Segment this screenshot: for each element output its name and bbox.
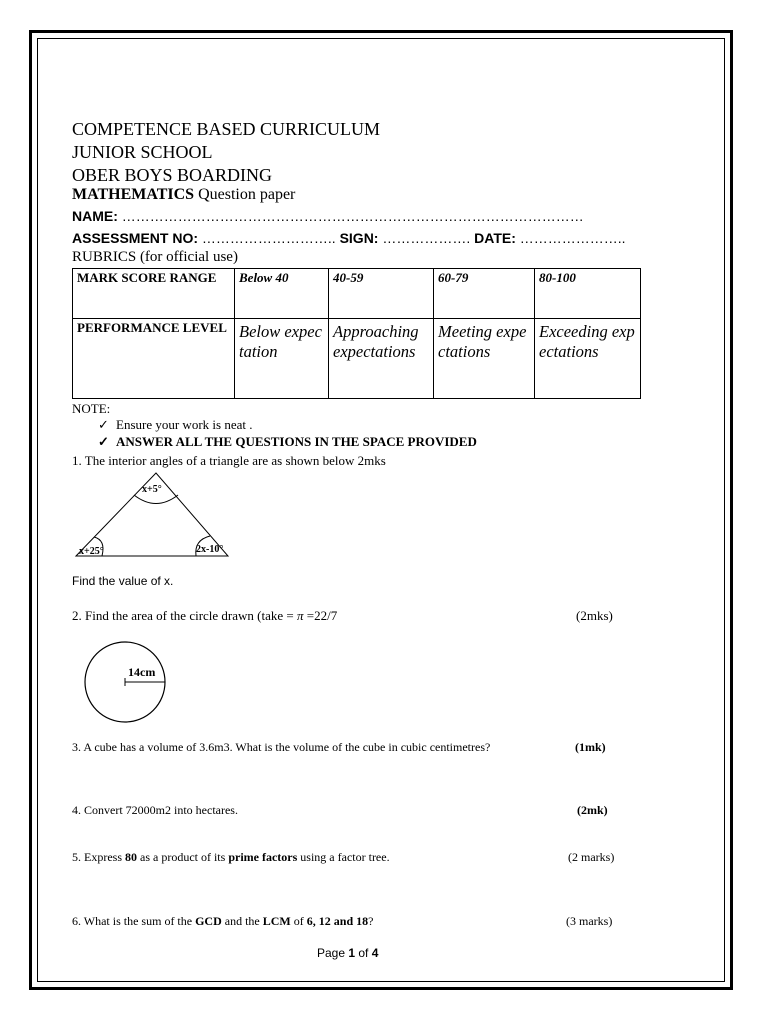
question-4-marks: (2mk) xyxy=(577,803,608,817)
question-1: 1. The interior angles of a triangle are as shown below 2mks xyxy=(72,453,386,468)
note-item-text: ANSWER ALL THE QUESTIONS IN THE SPACE PROVIDED xyxy=(116,434,477,449)
circle-diagram xyxy=(80,640,172,726)
q5-part: using a factor tree. xyxy=(297,850,390,864)
question-1-instruction: Find the value of x. xyxy=(72,574,174,588)
note-item xyxy=(98,417,252,433)
paper-title xyxy=(72,186,295,204)
rubrics-title: RUBRICS (for official use) xyxy=(72,249,238,265)
date-label: DATE: xyxy=(474,230,516,246)
q6-part: 6. What is the sum of the xyxy=(72,914,196,928)
name-label: NAME: xyxy=(72,208,118,224)
name-field xyxy=(72,208,584,224)
range-cell: Below 40 xyxy=(235,269,329,319)
assessment-label: ASSESSMENT NO: xyxy=(72,230,199,246)
footer-of-word: of xyxy=(355,946,372,960)
level-cell: Meeting expectations xyxy=(434,319,535,399)
range-cell: 60-79 xyxy=(434,269,535,319)
right-angle-label: 2x-10° xyxy=(196,544,224,555)
level-cell: Exceeding expectations xyxy=(535,319,641,399)
range-cell: 40-59 xyxy=(329,269,434,319)
question-6 xyxy=(72,914,373,929)
note-item xyxy=(98,434,477,450)
q6-part: and the xyxy=(221,914,263,928)
current-page-number: 1 xyxy=(348,946,356,960)
question-3-marks: (1mk) xyxy=(575,740,606,754)
left-angle-label: x+25° xyxy=(79,546,104,557)
table-row xyxy=(73,319,641,399)
table-row xyxy=(73,269,641,319)
q5-part: 5. Express xyxy=(72,850,125,864)
q6-keyword: LCM xyxy=(262,914,291,928)
range-cell: 80-100 xyxy=(535,269,641,319)
date-blank: ………………….. xyxy=(515,230,626,246)
level-cell: Below expectation xyxy=(235,319,329,399)
page-footer xyxy=(317,946,378,960)
question-5 xyxy=(72,850,390,865)
question-6-marks: (3 marks) xyxy=(566,914,613,928)
q5-number: 80 xyxy=(125,850,137,864)
note-item-text: Ensure your work is neat . xyxy=(116,417,253,432)
check-icon: ✓ xyxy=(98,417,109,432)
rubric-table xyxy=(72,268,641,399)
mark-score-range-label: MARK SCORE RANGE xyxy=(73,269,235,319)
performance-level-label: PERFORMANCE LEVEL xyxy=(73,319,235,399)
pi-symbol: π xyxy=(297,608,304,623)
question-2-text: 2. Find the area of the circle drawn (take = xyxy=(72,608,297,623)
q6-part: ? xyxy=(368,914,374,928)
total-pages: 4 xyxy=(371,946,379,960)
note-title: NOTE: xyxy=(72,401,111,416)
question-2-marks: (2mks) xyxy=(576,608,613,623)
assessment-row xyxy=(72,230,626,246)
radius-label: 14cm xyxy=(128,665,156,679)
footer-page-word: Page xyxy=(317,946,349,960)
question-3: 3. A cube has a volume of 3.6m3. What is the volume of the cube in cubic centimetres? xyxy=(72,740,491,754)
check-icon: ✓ xyxy=(98,434,109,449)
question-2 xyxy=(72,608,337,624)
question-5-marks: (2 marks) xyxy=(568,850,615,864)
assessment-blank: ……………………….. xyxy=(198,230,340,246)
level-cell: Approaching expectations xyxy=(329,319,434,399)
name-blank: ……………………………………………………………………………………… xyxy=(117,208,584,224)
q5-part: as a product of its xyxy=(137,850,229,864)
question-2-rest: =22/7 xyxy=(303,608,338,623)
paper-type: Question paper xyxy=(194,186,296,203)
curriculum-title: COMPETENCE BASED CURRICULUM xyxy=(72,119,381,139)
school-name: OBER BOYS BOARDING xyxy=(72,165,273,185)
sign-label: SIGN: xyxy=(339,230,379,246)
question-4: 4. Convert 72000m2 into hectares. xyxy=(72,803,238,817)
q6-part: of xyxy=(290,914,307,928)
top-angle-label: x+5° xyxy=(142,484,162,495)
sign-blank: ………………. xyxy=(378,230,475,246)
q6-numbers: 6, 12 and 18 xyxy=(306,914,369,928)
school-level: JUNIOR SCHOOL xyxy=(72,142,213,162)
triangle-diagram xyxy=(72,470,232,562)
subject-name: MATHEMATICS xyxy=(72,186,195,203)
q5-keyword: prime factors xyxy=(228,850,298,864)
q6-keyword: GCD xyxy=(195,914,222,928)
